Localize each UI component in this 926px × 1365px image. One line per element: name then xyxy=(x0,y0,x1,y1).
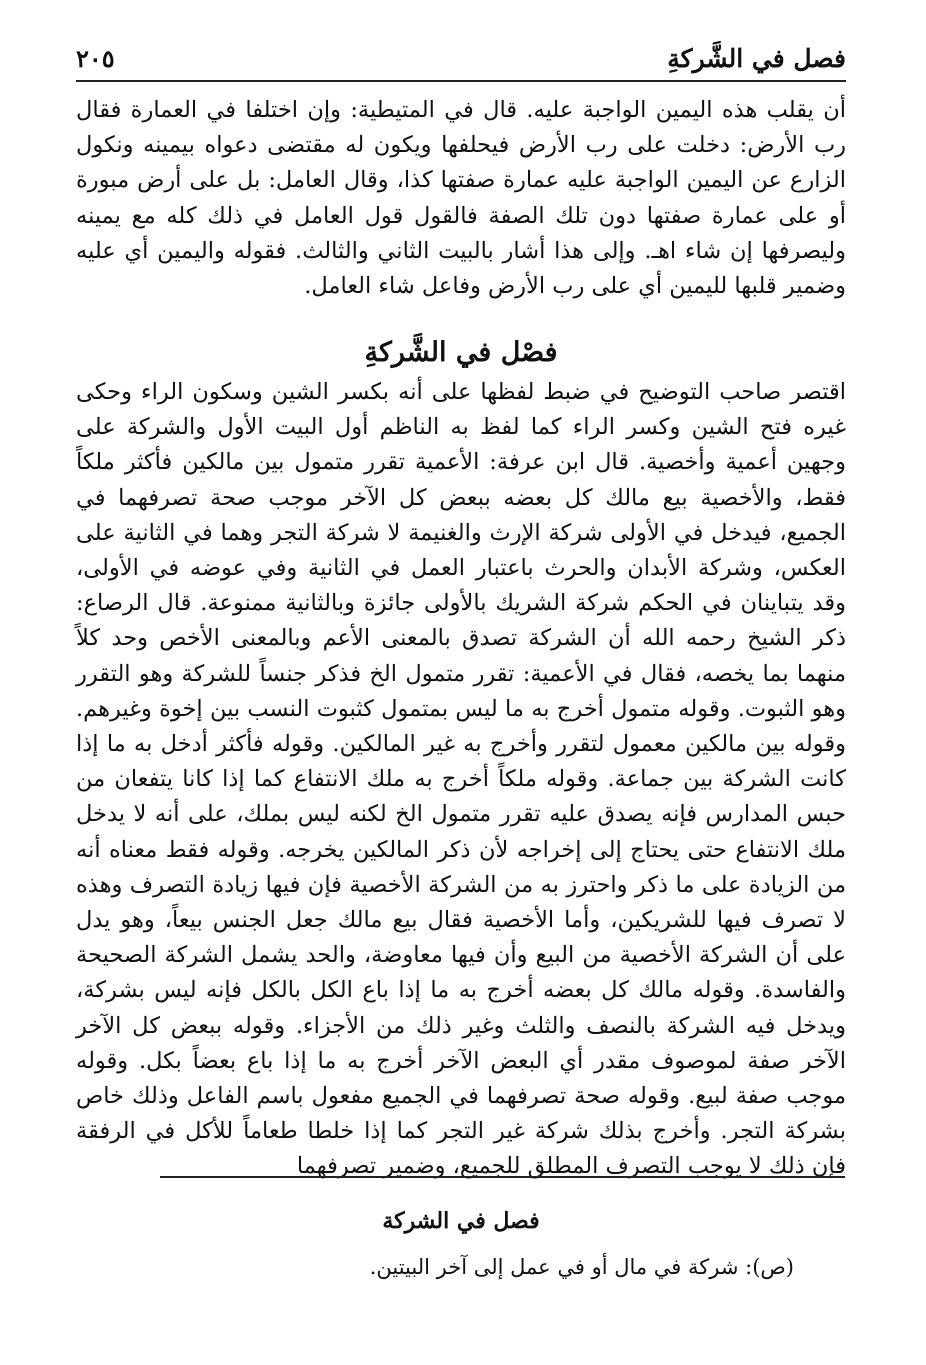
paragraph-main: اقتصر صاحب التوضيح في ضبط لفظها على أنه بكسر الشين وسكون الراء وحكى غيره فتح الشين وكسر الراء كما لفظ به الناظم أول البيت الأول والشركة على وجهين أعمية وأخصية. قال ابن عرفة: الأعمية تقرر متمول بين مالكين فأكثر ملكاً فقط، والأخصية بيع مالك كل بعضه ببعض كل الآخر موجب صحة تصرفهما في الجميع، فيدخل في الأولى شركة الإرث والغنيمة لا شركة التجر وهما في الثانية على العكس، وشركة الأبدان والحرث باعتبار العمل في الثانية وفي عوضه في الأولى، وقد يتباينان في الحكم شركة الشريك بالأولى جائزة وبالثانية ممنوعة. قال الرصاع: ذكر الشيخ رحمه الله أن الشركة تصدق بالمعنى الأعم وبالمعنى الأخص وحد كلاً منهما بما يخصه، فقال في الأعمية: تقرر متمول الخ فذكر جنساً للشركة وهو التقرر وهو الثبوت. وقوله متمول أخرج به ما ليس بمتمول كثبوت النسب بين إخوة وغيرهم. وقوله بين مالكين معمول لتقرر وأخرج به غير المالكين. وقوله فأكثر أدخل به ما إذا كانت الشركة بين جماعة. وقوله ملكاً أخرج به ملك الانتفاع كما إذا كانا يتفعان من حبس المدارس فإنه يصدق عليه تقرر متمول الخ لكنه ليس بملك، على أنه لا يدخل ملك الانتفاع حتى يحتاج إلى إخراجه لأن ذكر المالكين يخرجه. وقوله فقط معناه أنه من الزيادة على ما ذكر واحترز به من الشركة الأخصية فإن فيها زيادة التصرف وهذه لا تصرف فيها للشريكين، وأما الأخصية فقال بيع مالك جعل الجنس بيعاً، وهو يدل على أن الشركة الأخصية من البيع وأن فيها معاوضة، والحد يشمل الشركة الصحيحة والفاسدة. وقوله مالك كل بعضه أخرج به ما إذا باع الكل بالكل فإنه ليس بشركة، ويدخل فيه الشركة بالنصف والثلث وغير ذلك من الأجزاء. وقوله ببعض كل الآخر الآخر صفة لموصوف مقدر أي البعض الآخر أخرج به ما إذا باع بعضاً بكل. وقوله موجب صفة لبيع. وقوله صحة تصرفهما في الجميع مفعول باسم الفاعل وذلك خاص بشركة التجر. وأخرج بذلك شركة غير التجر كما إذا خلطا طعاماً للأكل في الرفقة فإن ذلك لا يوجب التصرف المطلق للجميع، وضمير تصرفهما xyxy=(76,379,846,1180)
section-heading: فصْل في الشَّركةِ xyxy=(364,337,558,368)
footnote-divider xyxy=(160,1176,845,1178)
running-title: فصل في الشَّركةِ xyxy=(667,44,846,73)
footnote-verse: (ص): شركة في مال أو في عمل إلى آخر البيتين. xyxy=(369,1255,794,1279)
running-header xyxy=(76,40,846,82)
paragraph-continuation: أن يقلب هذه اليمين الواجبة عليه. قال في المتيطية: وإن اختلفا في العمارة فقال رب الأرض: دخلت على رب الأرض فيحلفها ويكون له مقتضى دعواه بيمينه ونكول الزارع عن اليمين الواجبة عليه عمارة صفتها كذا، وقال العامل: بل على أرض مبورة أو على عمارة صفتها دون تلك الصفة فالقول قول العامل في ذلك كله مع يمينه وليصرفها إن شاء اهـ. وإلى هذا أشار بالبيت الثاني والثالث. فقوله واليمين أي عليه وضمير قلبها لليمين أي على رب الأرض وفاعل شاء العامل. xyxy=(76,97,846,300)
page-number: ٢٠٥ xyxy=(76,44,115,73)
footnote-heading: فصل في الشركة xyxy=(382,1208,540,1234)
